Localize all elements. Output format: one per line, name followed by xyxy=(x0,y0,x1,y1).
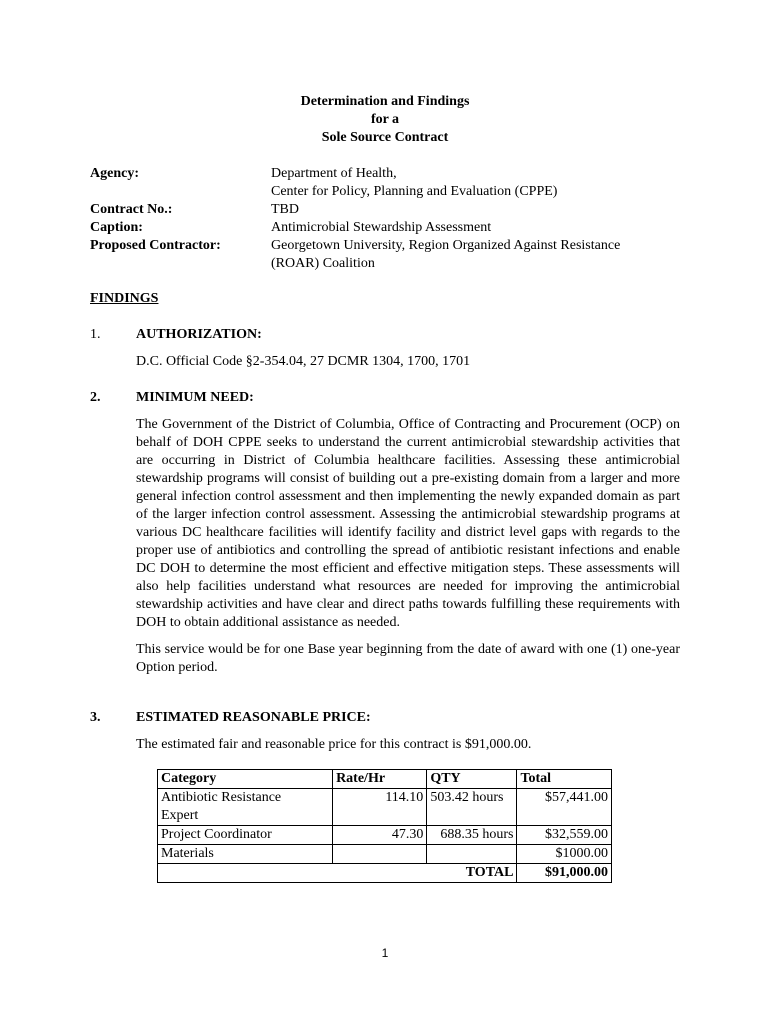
findings-heading: FINDINGS xyxy=(90,291,159,306)
section-2-paragraph-2: This service would be for one Base year beginning from the date of award with one (1) one-year Option period. xyxy=(136,642,680,675)
title-line-2: for a xyxy=(370,112,400,127)
section-3-number: 3. xyxy=(90,710,101,725)
contractor-value xyxy=(271,237,690,273)
section-1-heading: AUTHORIZATION: xyxy=(136,327,262,342)
contractor-row xyxy=(90,237,690,273)
row-3-total: $1000.00 xyxy=(517,845,612,864)
section-2-heading: MINIMUM NEED: xyxy=(136,390,254,405)
contractor-value-line-2: (ROAR) Coalition xyxy=(271,256,375,271)
contract-number-row xyxy=(90,201,690,219)
section-minimum-need xyxy=(90,389,680,686)
header-rate: Rate/Hr xyxy=(333,770,427,789)
table-row xyxy=(158,789,612,826)
agency-row xyxy=(90,165,690,201)
total-value: $91,000.00 xyxy=(517,864,612,883)
agency-value xyxy=(271,165,690,201)
row-3-rate xyxy=(333,845,427,864)
row-3-category: Materials xyxy=(158,845,333,864)
row-1-category-line-2: Expert xyxy=(161,808,199,823)
header-total: Total xyxy=(517,770,612,789)
caption-row xyxy=(90,219,690,237)
section-3-body: The estimated fair and reasonable price for this contract is $91,000.00. xyxy=(136,737,532,752)
caption-value: Antimicrobial Stewardship Assessment xyxy=(271,220,492,235)
section-estimated-price xyxy=(90,709,680,754)
row-2-rate: 47.30 xyxy=(333,826,427,845)
agency-value-line-2: Center for Policy, Planning and Evaluation (CPPE) xyxy=(271,184,558,199)
page-number: 1 xyxy=(381,946,389,960)
row-1-qty: 503.42 hours xyxy=(427,789,517,826)
title-line-1: Determination and Findings xyxy=(300,94,470,109)
row-1-total: $57,441.00 xyxy=(517,789,612,826)
contractor-label: Proposed Contractor: xyxy=(90,238,221,253)
title-line-3: Sole Source Contract xyxy=(321,130,449,145)
header-qty: QTY xyxy=(427,770,517,789)
contract-info xyxy=(90,165,690,273)
agency-value-line-1: Department of Health, xyxy=(271,166,397,181)
section-2-paragraph-1: The Government of the District of Columbia, Office of Contracting and Procurement (OCP) on behalf of DOH CPPE seeks to understand the current antimicrobial stewardship activities that are occurring in District of Columbia healthcare facilities. Assessing these antimicrobial stewardship programs will consist of building out a pre-existing domain from a larger and more general infection control assessment and then implementing the newly expanded domain as part of the larger infection control assessment. Assessing the antimicrobial stewardship programs at various DC healthcare facilities will identify facility and district level gaps with regards to the proper use of antibiotics and controlling the spread of antibiotic resistant infections and enable DC DOH to determine the most efficient and effective mitigation steps. These assessments will also help facilities understand what resources are needed for improving the antimicrobial stewardship activities and have clear and direct paths towards fulfilling these requirements with DOH to obtain additional assistance as needed. xyxy=(136,417,680,630)
section-2-body xyxy=(136,416,680,677)
section-1-number: 1. xyxy=(90,327,101,342)
contractor-value-line-1: Georgetown University, Region Organized Against Resistance xyxy=(271,238,621,253)
section-2-number: 2. xyxy=(90,390,101,405)
section-1-body: D.C. Official Code §2-354.04, 27 DCMR 1304, 1700, 1701 xyxy=(136,354,471,369)
price-table xyxy=(157,769,612,883)
row-1-category-line-1: Antibiotic Resistance xyxy=(161,790,282,805)
document-title xyxy=(0,93,770,147)
total-label: TOTAL xyxy=(158,864,517,883)
header-category: Category xyxy=(158,770,333,789)
row-1-rate: 114.10 xyxy=(333,789,427,826)
caption-label: Caption: xyxy=(90,220,143,235)
row-1-category xyxy=(158,789,333,826)
table-total-row xyxy=(158,864,612,883)
table-row xyxy=(158,845,612,864)
row-2-total: $32,559.00 xyxy=(517,826,612,845)
row-2-category: Project Coordinator xyxy=(158,826,333,845)
row-2-qty: 688.35 hours xyxy=(427,826,517,845)
contract-number-label: Contract No.: xyxy=(90,202,173,217)
agency-label: Agency: xyxy=(90,166,139,181)
table-row xyxy=(158,826,612,845)
row-3-qty xyxy=(427,845,517,864)
section-authorization xyxy=(90,326,680,371)
section-3-heading: ESTIMATED REASONABLE PRICE: xyxy=(136,710,371,725)
contract-number-value: TBD xyxy=(271,202,299,217)
table-header-row xyxy=(158,770,612,789)
